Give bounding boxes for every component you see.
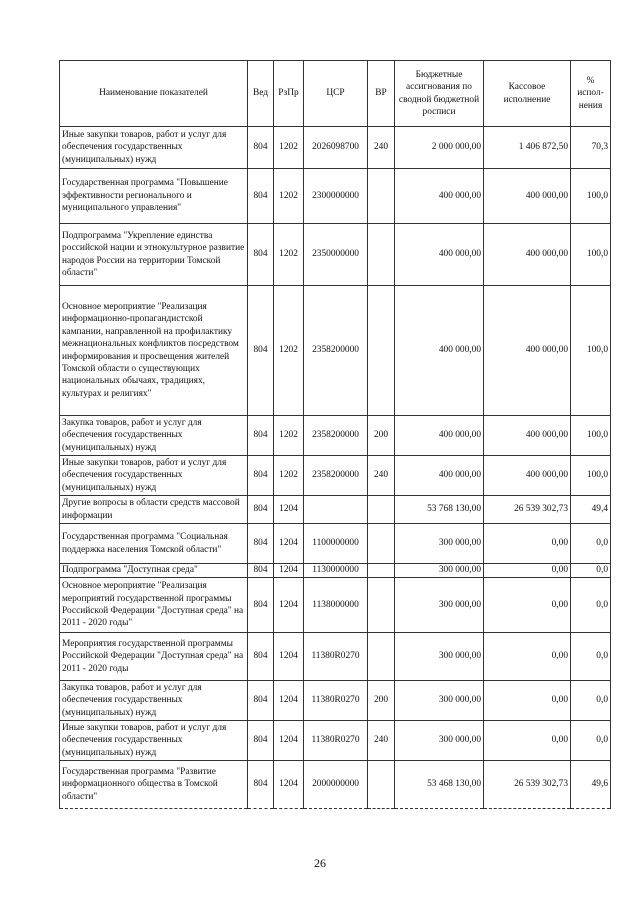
cell-budget: 300 000,00 [395,578,484,633]
cell-ved: 804 [248,681,274,721]
cell-csr: 11380R0270 [304,681,368,721]
cell-ved: 804 [248,761,274,809]
cell-percent: 0,0 [571,564,611,578]
cell-percent: 100,0 [571,456,611,496]
cell-cash: 0,00 [484,578,571,633]
cell-ved: 804 [248,578,274,633]
cell-ved: 804 [248,286,274,416]
header-ved: Вед [248,61,274,127]
header-cash: Кассовое исполнение [484,61,571,127]
cell-vr: 200 [368,416,395,456]
cell-rzpr: 1204 [274,496,304,524]
cell-name: Государственная программа "Повышение эффективности регионального и муниципального управления" [60,169,248,224]
cell-rzpr: 1204 [274,633,304,681]
cell-csr: 2358200000 [304,456,368,496]
table-row [60,496,611,524]
cell-name: Основное мероприятие "Реализация мероприятий государственной программы Российской Федерации "Доступная среда" на 2011 - 2020 годы" [60,578,248,633]
cell-name: Закупка товаров, работ и услуг для обеспечения государственных (муниципальных) нужд [60,416,248,456]
cell-budget: 400 000,00 [395,456,484,496]
cell-rzpr: 1202 [274,127,304,169]
cell-rzpr: 1204 [274,564,304,578]
cell-cash: 0,00 [484,524,571,564]
cell-budget: 300 000,00 [395,564,484,578]
cell-name: Мероприятия государственной программы Российской Федерации "Доступная среда" на 2011 - 2020 годы [60,633,248,681]
table-row [60,761,611,809]
cell-name: Иные закупки товаров, работ и услуг для обеспечения государственных (муниципальных) нужд [60,721,248,761]
cell-cash: 26 539 302,73 [484,761,571,809]
cell-percent: 0,0 [571,681,611,721]
table-row [60,127,611,169]
cell-csr: 11380R0270 [304,721,368,761]
table-row [60,169,611,224]
cell-cash: 0,00 [484,633,571,681]
header-vr: ВР [368,61,395,127]
budget-execution-table [59,60,611,809]
cell-vr [368,524,395,564]
cell-name: Подпрограмма "Доступная среда" [60,564,248,578]
cell-cash: 400 000,00 [484,169,571,224]
cell-budget: 300 000,00 [395,681,484,721]
table-row [60,456,611,496]
cell-vr: 240 [368,456,395,496]
cell-csr: 2350000000 [304,224,368,286]
table-row [60,633,611,681]
table-row [60,721,611,761]
cell-cash: 1 406 872,50 [484,127,571,169]
cell-vr: 200 [368,681,395,721]
cell-name: Государственная программа "Социальная поддержка населения Томской области" [60,524,248,564]
cell-name: Основное мероприятие "Реализация информационно-пропагандистской кампании, направленной на профилактику межнациональных конфликтов посредством информирования и просвещения жителей Томской области о существующих национальных обычаях, традициях, культурах и религиях" [60,286,248,416]
cell-budget: 300 000,00 [395,524,484,564]
cell-vr [368,224,395,286]
cell-csr: 2358200000 [304,286,368,416]
cell-vr [368,578,395,633]
header-budget: Бюджетные ассигнования по сводной бюджетной росписи [395,61,484,127]
cell-vr [368,496,395,524]
cell-ved: 804 [248,169,274,224]
cell-cash: 0,00 [484,564,571,578]
cell-ved: 804 [248,524,274,564]
cell-cash: 26 539 302,73 [484,496,571,524]
cell-name: Другие вопросы в области средств массовой информации [60,496,248,524]
header-csr: ЦСР [304,61,368,127]
cell-csr: 1138000000 [304,578,368,633]
cell-budget: 400 000,00 [395,169,484,224]
cell-vr: 240 [368,721,395,761]
cell-vr [368,169,395,224]
cell-cash: 0,00 [484,681,571,721]
cell-rzpr: 1204 [274,761,304,809]
cell-cash: 0,00 [484,721,571,761]
cell-name: Иные закупки товаров, работ и услуг для обеспечения государственных (муниципальных) нужд [60,127,248,169]
cell-percent: 70,3 [571,127,611,169]
cell-name: Иные закупки товаров, работ и услуг для обеспечения государственных (муниципальных) нужд [60,456,248,496]
cell-csr: 2358200000 [304,416,368,456]
table-row [60,564,611,578]
cell-percent: 100,0 [571,224,611,286]
cell-vr [368,564,395,578]
cell-percent: 0,0 [571,524,611,564]
table-row [60,578,611,633]
cell-cash: 400 000,00 [484,416,571,456]
cell-budget: 2 000 000,00 [395,127,484,169]
cell-rzpr: 1202 [274,416,304,456]
cell-rzpr: 1204 [274,578,304,633]
header-name: Наименование показателей [60,61,248,127]
cell-ved: 804 [248,496,274,524]
cell-cash: 400 000,00 [484,286,571,416]
table-row [60,224,611,286]
header-percent: % испол-нения [571,61,611,127]
page-number: 26 [314,856,326,870]
cell-csr: 2026098700 [304,127,368,169]
cell-percent: 100,0 [571,286,611,416]
cell-csr: 2300000000 [304,169,368,224]
cell-budget: 53 768 130,00 [395,496,484,524]
cell-csr: 11380R0270 [304,633,368,681]
table-row [60,286,611,416]
cell-budget: 400 000,00 [395,224,484,286]
table-row [60,416,611,456]
cell-rzpr: 1202 [274,456,304,496]
cell-budget: 300 000,00 [395,633,484,681]
cell-rzpr: 1204 [274,681,304,721]
cell-budget: 300 000,00 [395,721,484,761]
cell-rzpr: 1204 [274,721,304,761]
cell-vr [368,633,395,681]
cell-csr: 1130000000 [304,564,368,578]
cell-ved: 804 [248,564,274,578]
cell-csr: 2000000000 [304,761,368,809]
cell-cash: 400 000,00 [484,456,571,496]
cell-name: Подпрограмма "Укрепление единства российской нации и этнокультурное развитие народов России на территории Томской области" [60,224,248,286]
budget-table-container [59,60,611,809]
cell-budget: 53 468 130,00 [395,761,484,809]
header-rzpr: РзПр [274,61,304,127]
cell-percent: 100,0 [571,169,611,224]
cell-rzpr: 1204 [274,524,304,564]
cell-ved: 804 [248,633,274,681]
cell-budget: 400 000,00 [395,286,484,416]
cell-ved: 804 [248,721,274,761]
cell-ved: 804 [248,456,274,496]
cell-name: Государственная программа "Развитие информационного общества в Томской области" [60,761,248,809]
table-row [60,681,611,721]
cell-percent: 0,0 [571,578,611,633]
cell-ved: 804 [248,224,274,286]
cell-name: Закупка товаров, работ и услуг для обеспечения государственных (муниципальных) нужд [60,681,248,721]
cell-ved: 804 [248,416,274,456]
cell-budget: 400 000,00 [395,416,484,456]
cell-vr: 240 [368,127,395,169]
cell-percent: 49,4 [571,496,611,524]
cell-vr [368,761,395,809]
cell-percent: 0,0 [571,721,611,761]
cell-percent: 100,0 [571,416,611,456]
cell-cash: 400 000,00 [484,224,571,286]
cell-csr: 1100000000 [304,524,368,564]
cell-csr [304,496,368,524]
cell-percent: 49,6 [571,761,611,809]
cell-percent: 0,0 [571,633,611,681]
cell-rzpr: 1202 [274,169,304,224]
cell-ved: 804 [248,127,274,169]
table-header-row [60,61,611,127]
cell-rzpr: 1202 [274,224,304,286]
cell-vr [368,286,395,416]
cell-rzpr: 1202 [274,286,304,416]
table-row [60,524,611,564]
table-body [60,127,611,809]
